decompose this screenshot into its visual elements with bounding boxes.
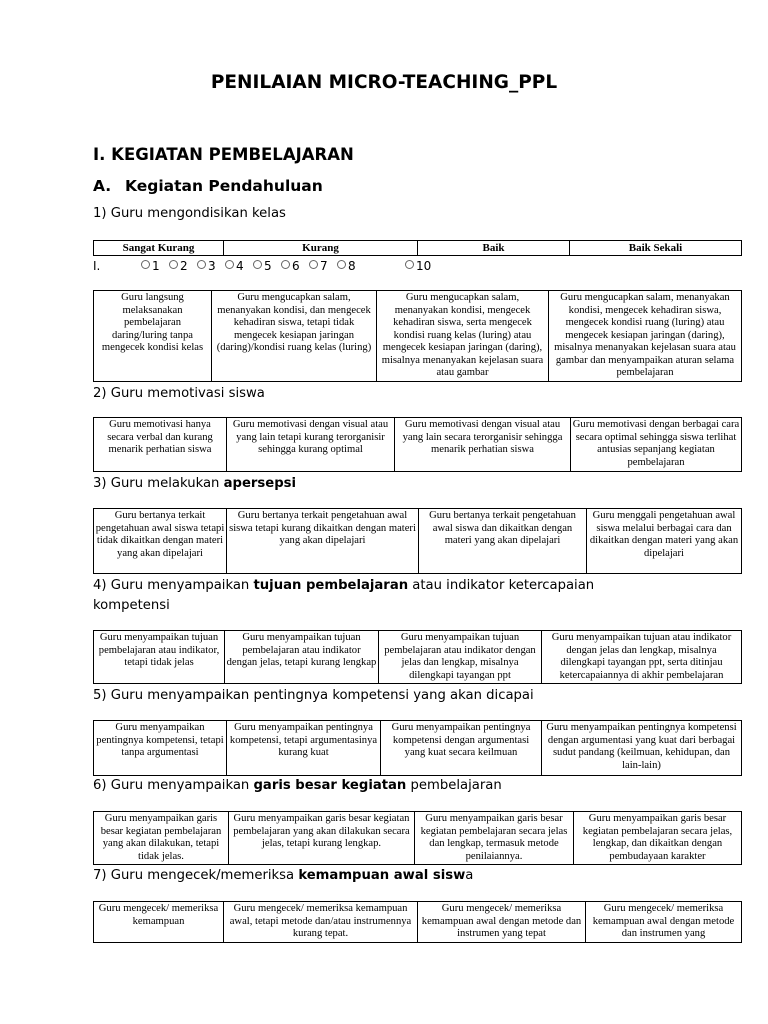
radio-icon (309, 260, 318, 269)
subsection-number: A. (93, 177, 112, 195)
criteria-cell: Guru menyampaikan tujuan pembelajaran atau indikator, tetapi tidak jelas (94, 631, 225, 684)
score-option-6[interactable]: 6 (281, 258, 300, 274)
page-title: PENILAIAN MICRO-TEACHING_PPL (210, 72, 558, 93)
criteria-cell: Guru mengecek/ memeriksa kemampuan awal dengan metode dan instrumen yang tepat (418, 902, 586, 943)
score-option-10[interactable]: 10 (405, 258, 431, 274)
section-heading: I. KEGIATAN PEMBELAJARAN (93, 145, 354, 164)
radio-icon (197, 260, 206, 269)
criteria-cell: Guru mengucapkan salam, menanyakan kondisi, mengecek kehadiran siswa, serta mengecek kondisi ruang kelas (luring) atau mengecek kesiapan jaringan (daring), misalnya menanyakan kejelasan suara atau gambar (377, 291, 549, 382)
score-options (93, 258, 513, 274)
roman-numeral: I. (93, 259, 101, 273)
criteria-cell: Guru langsung melaksanakan pembelajaran daring/luring tanpa mengecek kondisi kelas (94, 291, 212, 382)
radio-icon (253, 260, 262, 269)
subsection-heading (93, 177, 323, 195)
criteria-table-3 (93, 508, 742, 574)
criteria-table-4 (93, 630, 742, 684)
criteria-cell: Guru mengecek/ memeriksa kemampuan awal, tetapi metode dan/atau instrumennya kurang tepat. (224, 902, 418, 943)
criteria-cell: Guru memotivasi hanya secara verbal dan kurang menarik perhatian siswa (94, 418, 227, 472)
criteria-cell: Guru menyampaikan pentingnya kompetensi, tetapi tanpa argumentasi (94, 721, 227, 776)
radio-icon (141, 260, 150, 269)
criteria-cell: Guru memotivasi dengan visual atau yang lain secara terorganisir sehingga menarik perhatian siswa (395, 418, 571, 472)
criteria-cell: Guru memotivasi dengan visual atau yang lain tetapi kurang terorganisir sehingga kurang optimal (227, 418, 395, 472)
criteria-cell: Guru mengecek/ memeriksa kemampuan (94, 902, 224, 943)
scale-kurang: Kurang (224, 241, 418, 256)
scale-baik-sekali: Baik Sekali (570, 241, 742, 256)
radio-icon (225, 260, 234, 269)
criteria-cell: Guru mengecek/ memeriksa kemampuan awal dengan metode dan instrumen yang (586, 902, 742, 943)
question-7: 7) Guru mengecek/memeriksa kemampuan awal siswa (93, 868, 474, 883)
criteria-cell: Guru menyampaikan pentingnya kompetensi, tetapi argumentasinya kurang kuat (227, 721, 381, 776)
criteria-cell: Guru menyampaikan garis besar kegiatan pembelajaran secara jelas dan lengkap, termasuk metode penilaiannya. (415, 812, 574, 865)
criteria-cell: Guru menyampaikan garis besar kegiatan pembelajaran secara jelas, lengkap, dan dikaitkan dengan pembudayaan karakter (574, 812, 742, 865)
criteria-cell: Guru menyampaikan tujuan pembelajaran atau indikator dengan jelas dan lengkap, misalnya dilengkapi tayangan ppt (379, 631, 542, 684)
radio-icon (405, 260, 414, 269)
criteria-cell: Guru menyampaikan pentingnya kompetensi dengan argumentasi yang kuat secara keilmuan (381, 721, 542, 776)
question-1: 1) Guru mengondisikan kelas (93, 206, 286, 221)
criteria-cell: Guru memotivasi dengan berbagai cara secara optimal sehingga siswa terlihat antusias sepanjang kegiatan pembelajaran (571, 418, 742, 472)
question-4: 4) Guru menyampaikan tujuan pembelajaran atau indikator ketercapaian kompetensi (93, 578, 595, 613)
score-option-5[interactable]: 5 (253, 258, 272, 274)
score-option-7[interactable]: 7 (309, 258, 328, 274)
question-2: 2) Guru memotivasi siswa (93, 386, 265, 401)
radio-icon (337, 260, 346, 269)
criteria-cell: Guru menyampaikan pentingnya kompetensi dengan argumentasi yang kuat dari berbagai sudut pandang (keilmuan, kehidupan, dan lain-lain) (542, 721, 742, 776)
criteria-cell: Guru menyampaikan tujuan pembelajaran atau indikator dengan jelas, tetapi kurang lengkap (225, 631, 379, 684)
score-option-8[interactable]: 8 (337, 258, 356, 274)
criteria-table-1 (93, 290, 742, 382)
subsection-title: Kegiatan Pendahuluan (125, 177, 323, 195)
scale-sangat-kurang: Sangat Kurang (94, 241, 224, 256)
criteria-cell: Guru menyampaikan garis besar kegiatan pembelajaran yang akan dilakukan, tetapi tidak jelas. (94, 812, 229, 865)
criteria-table-2 (93, 417, 742, 472)
criteria-cell: Guru mengucapkan salam, menanyakan kondisi, mengecek kehadiran siswa, mengecek kondisi ruang (luring) atau mengecek kesiapan jaringan (daring), misalnya menanyakan kejelasan suara atau gambar dan menyampaikan aturan selama pembelajaran (549, 291, 742, 382)
criteria-cell: Guru bertanya terkait pengetahuan awal siswa dan dikaitkan dengan materi yang akan dipelajari (419, 509, 587, 574)
criteria-cell: Guru mengucapkan salam, menanyakan kondisi, dan mengecek kehadiran siswa, tetapi tidak mengecek kesiapan jaringan (daring)/kondisi ruang kelas (luring) (212, 291, 377, 382)
criteria-cell: Guru menyampaikan tujuan atau indikator dengan jelas dan lengkap, misalnya dilengkapi tayangan ppt, serta ditinjau ketercapaiannya di akhir pembelajaran (542, 631, 742, 684)
question-6: 6) Guru menyampaikan garis besar kegiatan pembelajaran (93, 778, 502, 793)
criteria-table-7 (93, 901, 742, 943)
score-option-4[interactable]: 4 (225, 258, 244, 274)
question-5: 5) Guru menyampaikan pentingnya kompetensi yang akan dicapai (93, 688, 534, 703)
scale-header-table (93, 240, 742, 256)
radio-icon (169, 260, 178, 269)
scale-baik: Baik (418, 241, 570, 256)
criteria-cell: Guru bertanya terkait pengetahuan awal siswa tetapi tidak dikaitkan dengan materi yang akan dipelajari (94, 509, 227, 574)
criteria-table-5 (93, 720, 742, 776)
criteria-cell: Guru menyampaikan garis besar kegiatan pembelajaran yang akan dilakukan secara jelas, tetapi kurang lengkap. (229, 812, 415, 865)
radio-icon (281, 260, 290, 269)
criteria-table-6 (93, 811, 742, 865)
score-option-2[interactable]: 2 (169, 258, 188, 274)
score-option-3[interactable]: 3 (197, 258, 216, 274)
criteria-cell: Guru menggali pengetahuan awal siswa melalui berbagai cara dan dikaitkan dengan materi yang akan dipelajari (587, 509, 742, 574)
criteria-cell: Guru bertanya terkait pengetahuan awal siswa tetapi kurang dikaitkan dengan materi yang akan dipelajari (227, 509, 419, 574)
question-3: 3) Guru melakukan apersepsi (93, 476, 296, 491)
score-option-1[interactable]: 1 (141, 258, 160, 274)
